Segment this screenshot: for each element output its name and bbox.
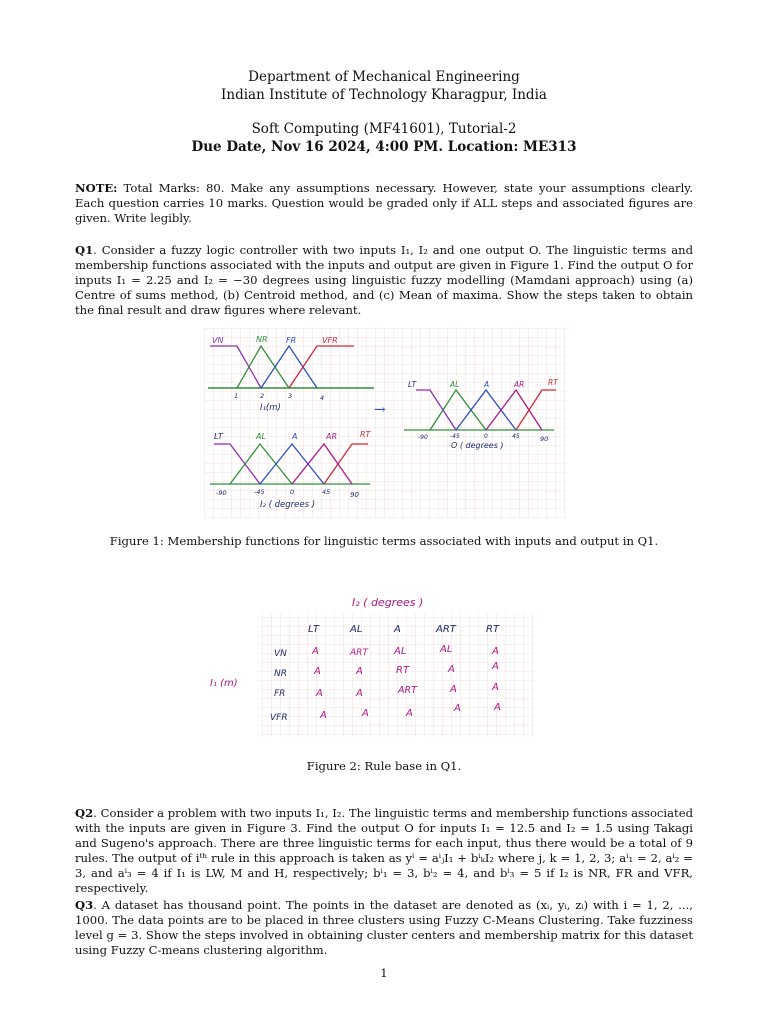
o-term-lt: LT: [408, 380, 417, 389]
rule-cell: A: [450, 684, 457, 695]
q1-text: . Consider a fuzzy logic controller with two inputs I₁, I₂ and one output O. The linguistic terms and membership functions associated with the inputs and output are given in Figure 1. Find the output O for inputs I₁ = 2.25 and I₂ = −30 degrees using linguistic fuzzy modelling (Mamdani approach) using (a) Centre of sums method, (b) Centroid method, and (c) Mean of maxima. Show the steps taken to obtain the final result and draw figures where relevant.: [75, 243, 693, 317]
o-term-a: A: [484, 380, 490, 389]
arrow-icon: →: [374, 402, 386, 418]
i2-tick-0: 0: [290, 488, 295, 496]
page-number: 1: [380, 966, 388, 980]
question-2: [75, 806, 693, 896]
rule-row-vfr: VFR: [270, 713, 288, 723]
rule-row-title: I₁ (m): [210, 678, 238, 689]
o-tick-minus90: -90: [418, 434, 428, 441]
rule-column-title: I₂ ( degrees ): [352, 596, 424, 609]
q3-label: Q3: [75, 898, 94, 912]
i1-tick-3: 3: [288, 392, 293, 400]
rule-cell: A: [320, 710, 327, 721]
rule-cell: RT: [396, 665, 410, 676]
course-title: Soft Computing (MF41601), Tutorial-2: [251, 121, 517, 137]
figure-2-caption: Figure 2: Rule base in Q1.: [306, 759, 462, 773]
rule-cell: AL: [394, 646, 407, 657]
rule-cell: A: [492, 682, 499, 693]
rule-row-fr: FR: [274, 689, 286, 699]
rule-col-art: ART: [436, 624, 456, 635]
i2-term-a: A: [292, 432, 298, 441]
rule-cell: AL: [440, 644, 453, 655]
rule-cell: A: [314, 666, 321, 677]
institute-name: Indian Institute of Technology Kharagpur, India: [221, 87, 547, 103]
i1-tick-1: 1: [234, 392, 239, 400]
i2-term-ar: AR: [326, 432, 338, 441]
rule-cell: A: [356, 666, 363, 677]
i2-tick-minus45: -45: [254, 488, 265, 496]
rule-cell: A: [494, 702, 501, 713]
i1-tick-2: 2: [260, 392, 265, 400]
q2-text: . Consider a problem with two inputs I₁, I₂. The linguistic terms and membership functions associated with the inputs are given in Figure 3. Find the output O for inputs I₁ = 12.5 and I₂ = 1.5 using Takagi and Sugeno's approach. There are three linguistic terms for each input, thus there would be a total of 9 rules. The output of iᵗʰ rule in this approach is taken as yⁱ = aⁱⱼI₁ + bⁱₖI₂ where j, k = 1, 2, 3; aⁱ₁ = 2, aⁱ₂ = 3, and aⁱ₃ = 4 if I₁ is LW, M and H, respectively; bⁱ₁ = 3, bⁱ₂ = 4, and bⁱ₃ = 5 if I₂ is NR, FR and VFR, respectively.: [75, 806, 693, 895]
i2-term-lt: LT: [214, 432, 223, 441]
question-1: [75, 243, 693, 318]
note-label: NOTE:: [75, 181, 118, 195]
rule-row-nr: NR: [274, 669, 287, 679]
note-text: Total Marks: 80. Make any assumptions necessary. However, state your assumptions clearly. Each question carries 10 marks. Question would be graded only if ALL steps and associated figures are given. Write legibly.: [75, 181, 693, 225]
header-affiliation: [0, 68, 768, 104]
q3-text: . A dataset has thousand point. The points in the dataset are denoted as (xᵢ, yᵢ, zᵢ) with i = 1, 2, ..., 1000. The data points are to be placed in three clusters using Fuzzy C-Means Clustering. Take fuzziness level g = 3. Show the steps involved in obtaining cluster centers and membership matrix for this dataset using Fuzzy C-means clustering algorithm.: [75, 898, 693, 957]
o-tick-45: 45: [512, 433, 520, 440]
q2-label: Q2: [75, 806, 94, 820]
o-tick-90: 90: [540, 435, 549, 443]
rule-col-lt: LT: [308, 624, 320, 635]
i2-term-al: AL: [256, 432, 266, 441]
i1-term-nr: NR: [256, 335, 268, 344]
o-tick-0: 0: [484, 433, 488, 440]
o-term-al: AL: [450, 380, 460, 389]
rule-cell: A: [454, 703, 461, 714]
o-tick-minus45: -45: [450, 433, 460, 440]
rule-col-a: A: [394, 624, 401, 635]
figure-1-caption: Figure 1: Membership functions for linguistic terms associated with inputs and output in Q1.: [109, 534, 659, 548]
i1-term-fr: FR: [286, 336, 297, 345]
header-course: [0, 120, 768, 156]
i1-axis-label: I₁(m): [260, 403, 281, 413]
rule-col-al: AL: [350, 624, 363, 635]
o-axis-label: O ( degrees ): [451, 441, 504, 450]
i2-tick-minus90: -90: [216, 489, 227, 497]
o-term-rt: RT: [548, 378, 558, 387]
rule-cell: A: [448, 664, 455, 675]
rule-cell: A: [492, 646, 499, 657]
rule-cell: A: [356, 688, 363, 699]
due-date: Due Date, Nov 16 2024, 4:00 PM. Location: ME313: [191, 139, 577, 155]
note-paragraph: [75, 181, 693, 226]
i1-tick-4: 4: [320, 394, 325, 402]
figure-1-membership-functions: [204, 328, 566, 518]
rule-cell: A: [492, 661, 499, 672]
i2-tick-90: 90: [350, 491, 359, 499]
rule-cell: A: [406, 708, 413, 719]
o-term-ar: AR: [514, 380, 525, 389]
q1-label: Q1: [75, 243, 94, 257]
i2-axis-label: I₂ ( degrees ): [260, 500, 316, 510]
figure-2-rule-base: [208, 590, 536, 740]
i1-term-vn: VN: [212, 336, 224, 345]
rule-cell: A: [312, 646, 319, 657]
rule-cell: A: [362, 708, 369, 719]
rule-col-rt: RT: [486, 624, 500, 635]
rule-cell: ART: [350, 648, 368, 658]
i1-term-vfr: VFR: [322, 336, 338, 345]
i2-term-rt: RT: [360, 430, 371, 439]
rule-row-vn: VN: [274, 649, 287, 659]
question-3: [75, 898, 693, 958]
rule-cell: A: [316, 688, 323, 699]
rule-cell: ART: [398, 685, 417, 696]
department-name: Department of Mechanical Engineering: [248, 69, 520, 85]
i2-tick-45: 45: [322, 488, 331, 496]
